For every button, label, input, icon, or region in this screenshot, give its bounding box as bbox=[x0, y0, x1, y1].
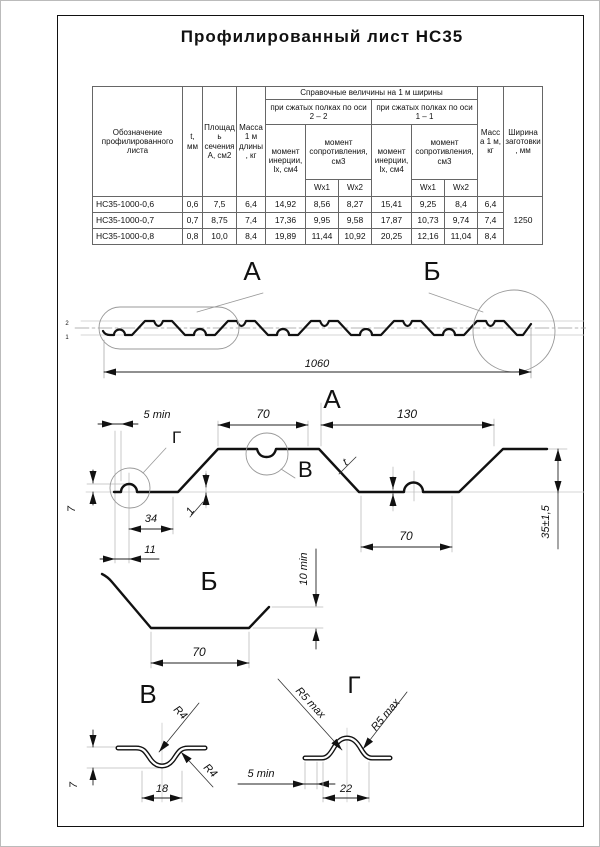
detail-b-title: Б bbox=[200, 566, 218, 596]
dim-7-v-text: 7 bbox=[68, 781, 80, 789]
dim-70-b-text: 70 bbox=[192, 645, 206, 659]
table-row bbox=[93, 197, 543, 213]
dim-5min-g-text: 5 min bbox=[247, 768, 275, 780]
col-area: Площадь сечения А, см2 bbox=[203, 87, 237, 197]
col-wx2-11: Wx2 bbox=[445, 180, 478, 197]
detail-v-view bbox=[68, 679, 219, 802]
dim-r5-2-text: R5 max bbox=[368, 696, 403, 734]
table-cell: 8,4 bbox=[445, 197, 478, 213]
table-cell: 8,56 bbox=[306, 197, 339, 213]
callout-v-circle bbox=[246, 433, 288, 475]
dim-18-text: 18 bbox=[155, 783, 169, 795]
callout-g-label: Г bbox=[172, 428, 182, 447]
dim-70-trough-text: 70 bbox=[399, 529, 413, 543]
table-cell: 7,4 bbox=[478, 213, 504, 229]
col-axis-1-1: при сжатых полках по оси 1 – 1 bbox=[372, 100, 478, 125]
table-cell: 6,4 bbox=[478, 197, 504, 213]
detail-b-view bbox=[102, 549, 323, 668]
callout-v-label: В bbox=[298, 457, 313, 482]
table-cell: 0,6 bbox=[183, 197, 203, 213]
table-cell: 9,74 bbox=[445, 213, 478, 229]
table-cell: 8,4 bbox=[478, 229, 504, 245]
callout-b-leader bbox=[429, 293, 483, 312]
table-cell: 0,7 bbox=[183, 213, 203, 229]
callout-a-leader bbox=[197, 293, 263, 312]
overview-view bbox=[65, 256, 586, 414]
col-designation: Обозначение профилированного листа bbox=[93, 87, 183, 197]
dim-70-flange-text: 70 bbox=[256, 407, 270, 421]
callout-g-leader bbox=[143, 448, 166, 473]
table-cell: 8,4 bbox=[237, 229, 266, 245]
section-a-title: А bbox=[323, 384, 341, 414]
table-body bbox=[93, 197, 543, 245]
callout-b-label: Б bbox=[423, 256, 441, 286]
detail-v-sheet-inner bbox=[118, 748, 205, 766]
table-cell: 8,75 bbox=[203, 213, 237, 229]
col-wx2-22: Wx2 bbox=[339, 180, 372, 197]
table-cell: 17,87 bbox=[372, 213, 412, 229]
col-resistance-11: момент сопротивления, см3 bbox=[412, 125, 478, 180]
table-cell: 6,4 bbox=[237, 197, 266, 213]
table-cell: 9,25 bbox=[412, 197, 445, 213]
table-cell: 10,92 bbox=[339, 229, 372, 245]
table-cell: 7,5 bbox=[203, 197, 237, 213]
table-cell: 11,04 bbox=[445, 229, 478, 245]
dim-130-text: 130 bbox=[396, 407, 418, 421]
detail-a-view bbox=[66, 403, 584, 563]
blank-width-cell: 1250 bbox=[504, 197, 543, 245]
profile-drawings bbox=[58, 251, 586, 829]
table-row bbox=[93, 213, 543, 229]
col-inertia-22: момент инерции, Ix, см4 bbox=[266, 125, 306, 197]
dim-5min-text: 5 min bbox=[143, 409, 171, 421]
table-header bbox=[93, 87, 543, 197]
dim-11-text: 11 bbox=[144, 544, 156, 556]
dim-r4-2-text: R4 bbox=[200, 761, 220, 781]
table-cell: НС35-1000-0,7 bbox=[93, 213, 183, 229]
callout-a-label: А bbox=[243, 256, 261, 286]
table-cell: НС35-1000-0,6 bbox=[93, 197, 183, 213]
col-reference: Справочные величины на 1 м ширины bbox=[266, 87, 478, 100]
table-cell: НС35-1000-0,8 bbox=[93, 229, 183, 245]
detail-a-profile-path bbox=[114, 449, 547, 492]
dim-7-text: 7 bbox=[66, 505, 78, 513]
table-cell: 20,25 bbox=[372, 229, 412, 245]
radius-leader bbox=[278, 679, 342, 750]
dim-1060-text: 1060 bbox=[304, 358, 330, 370]
section-properties-table bbox=[92, 86, 543, 245]
table-cell: 12,16 bbox=[412, 229, 445, 245]
table-cell: 10,73 bbox=[412, 213, 445, 229]
axis-2-label: 2 bbox=[65, 321, 69, 327]
col-thickness: t, мм bbox=[183, 87, 203, 197]
detail-g-sheet-outer bbox=[305, 738, 390, 758]
table-cell: 9,95 bbox=[306, 213, 339, 229]
table-cell: 7,4 bbox=[237, 213, 266, 229]
col-blank-width: Ширина заготовки, мм bbox=[504, 87, 543, 197]
detail-v-sheet-outer bbox=[118, 748, 205, 766]
dim-34-text: 34 bbox=[144, 513, 158, 525]
col-resistance-22: момент сопротивления, см3 bbox=[306, 125, 372, 180]
col-axis-2-2: при сжатых полках по оси 2 – 2 bbox=[266, 100, 372, 125]
dim-10min-text: 10 min bbox=[298, 552, 310, 586]
detail-b-profile-path bbox=[102, 574, 269, 628]
callout-g-circle bbox=[110, 468, 150, 508]
dim-t-text: t bbox=[340, 456, 350, 469]
table-cell: 9,58 bbox=[339, 213, 372, 229]
detail-g-title: Г bbox=[347, 672, 361, 699]
detail-v-title: В bbox=[139, 679, 157, 709]
dim-1-text: 1 bbox=[183, 505, 198, 518]
dim-r5-1-text: R5 max bbox=[292, 685, 328, 721]
col-wx1-11: Wx1 bbox=[412, 180, 445, 197]
table-cell: 8,27 bbox=[339, 197, 372, 213]
table-cell: 14,92 bbox=[266, 197, 306, 213]
col-mass: Масса 1 м, кг bbox=[478, 87, 504, 197]
axis-1-label: 1 bbox=[65, 335, 69, 341]
detail-g-sheet-inner bbox=[305, 738, 390, 758]
dim-35-text: 35±1,5 bbox=[540, 505, 552, 539]
table-cell: 19,89 bbox=[266, 229, 306, 245]
col-mass-length: Масса 1 м длины, кг bbox=[237, 87, 266, 197]
table-cell: 10,0 bbox=[203, 229, 237, 245]
table-row bbox=[93, 229, 543, 245]
callout-v-leader bbox=[281, 469, 295, 478]
col-inertia-11: момент инерции, Ix, см4 bbox=[372, 125, 412, 197]
page-title: Профилированный лист НС35 bbox=[180, 27, 464, 46]
table-cell: 11,44 bbox=[306, 229, 339, 245]
table-cell: 15,41 bbox=[372, 197, 412, 213]
dim-22-text: 22 bbox=[339, 783, 353, 795]
table-cell: 17,36 bbox=[266, 213, 306, 229]
col-wx1-22: Wx1 bbox=[306, 180, 339, 197]
table-cell: 0,8 bbox=[183, 229, 203, 245]
detail-g-view bbox=[238, 672, 407, 802]
dim-r4-1-text: R4 bbox=[170, 703, 190, 723]
